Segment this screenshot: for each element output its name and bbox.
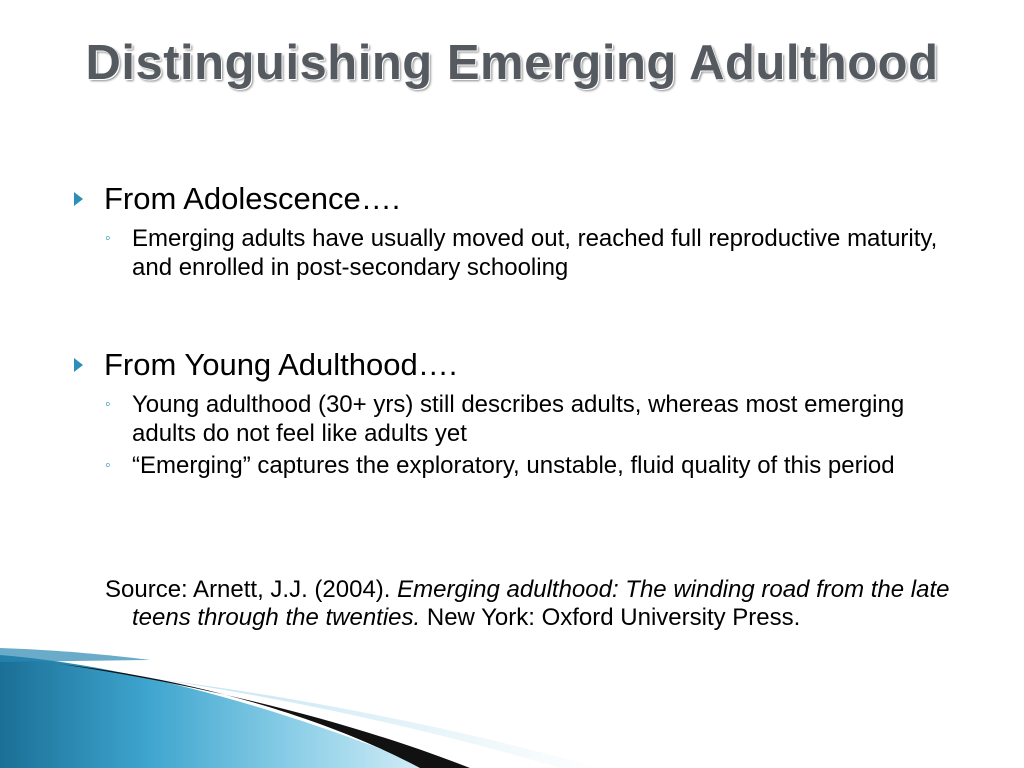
source-suffix: New York: Oxford University Press. (420, 604, 801, 631)
slide-title (0, 32, 1024, 94)
triangle-bullet-icon (74, 358, 83, 372)
section-heading-text: From Adolescence…. (104, 181, 401, 216)
section-heading-text: From Young Adulthood…. (104, 347, 458, 382)
triangle-bullet-icon (74, 192, 83, 206)
slide-title-text: Distinguishing Emerging Adulthood (85, 36, 939, 90)
list-item-text: “Emerging” captures the exploratory, unstable, fluid quality of this period (132, 452, 895, 479)
circle-bullet-icon: ◦ (105, 457, 111, 474)
list-item-text: Young adulthood (30+ yrs) still describes adults, whereas most emerging adults do not feel like adults yet (132, 391, 905, 447)
source-prefix: Source: Arnett, J.J. (2004). (105, 576, 398, 603)
section-heading-adolescence (74, 181, 974, 217)
list-item (105, 390, 965, 448)
circle-bullet-icon: ◦ (105, 396, 111, 413)
list-item-text: Emerging adults have usually moved out, reached full reproductive maturity, and enrolled in post-secondary schooling (132, 225, 938, 281)
list-item (105, 451, 965, 480)
source-book-title: Emerging adulthood: The winding road from the late teens through the twenties. (132, 576, 950, 631)
circle-bullet-icon: ◦ (105, 230, 111, 247)
source-citation (105, 576, 992, 632)
section-heading-young-adulthood (74, 347, 974, 383)
list-item (105, 224, 965, 282)
